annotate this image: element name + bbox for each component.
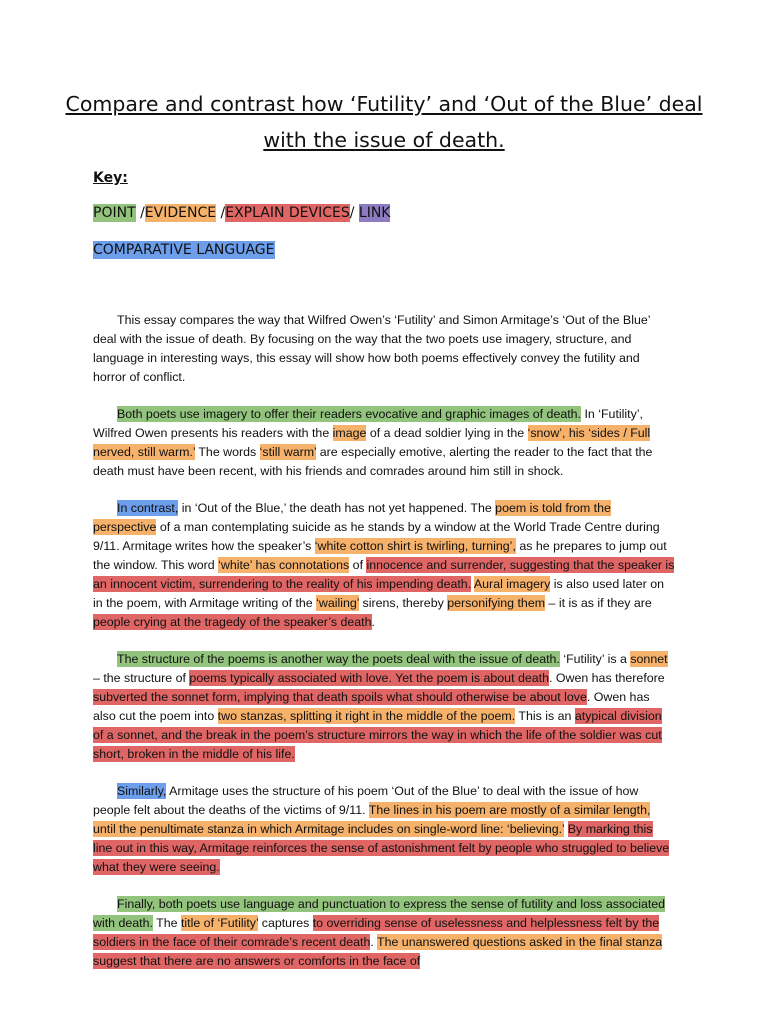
essay-text: – it is as if they are [545, 596, 652, 610]
legend-evidence: EVIDENCE [144, 205, 217, 221]
key-label: Key: [93, 170, 128, 186]
essay-text: in ‘Out of the Blue,’ the death has not yet happened. The [178, 501, 496, 515]
explain-highlight: innocence and surrender, suggesting that the speaker is an innocent victim, surrendering to the reality of his impending death. [93, 558, 675, 591]
essay-text: of a man contemplating suicide as he stands by a window at the World Trade Centre during 9/11. Armitage writes how the speaker’s [93, 520, 660, 553]
key-legend [93, 205, 390, 221]
evidence-highlight: poem is told from the perspective [93, 501, 611, 534]
essay-text: Armitage uses the structure of his poem ‘Out of the Blue’ to deal with the issue of how people felt about the deaths of the victims of 9/11. [93, 784, 639, 817]
essay-text: of [349, 558, 367, 572]
essay-text: captures [258, 916, 313, 930]
evidence-highlight: ‘still warm’ [259, 445, 317, 459]
comparative-highlight: In contrast, [117, 501, 179, 515]
evidence-highlight: Aural imagery [473, 577, 551, 591]
evidence-highlight: ‘snow’, his ‘sides / Full nerved, still warm.’ [93, 426, 651, 459]
evidence-highlight: The unanswered questions asked in the final stanza [377, 935, 663, 949]
point-highlight: The structure of the poems is another way the poets deal with the issue of death. [117, 652, 560, 666]
paragraph-imagery-futility [93, 405, 675, 481]
legend-comparative-language: COMPARATIVE LANGUAGE [93, 242, 275, 258]
legend-separator: / [216, 205, 226, 221]
explain-highlight: suggest that there are no answers or comforts in the face of [93, 954, 421, 968]
legend-separator: / [349, 205, 359, 221]
legend-separator: / [135, 205, 145, 221]
paragraph-structure-out-of-the-blue [93, 782, 675, 877]
essay-text: . Owen has also cut the poem into [93, 690, 650, 723]
paragraph-imagery-out-of-the-blue [93, 499, 675, 632]
key-legend-comparative [93, 242, 275, 258]
essay-text: sirens, thereby [359, 596, 448, 610]
paragraph-intro [93, 311, 675, 387]
evidence-highlight: ‘white’ has connotations [218, 558, 350, 572]
legend-explain-devices: EXPLAIN DEVICES [225, 205, 350, 221]
point-highlight: Finally, both poets use language and punctuation to express the sense of futility and loss associated with death. [93, 897, 666, 930]
evidence-highlight: ‘white cotton shirt is twirling, turning’, [314, 539, 516, 553]
essay-text: . Owen has therefore [548, 671, 665, 685]
essay-text: is also used later on in the poem, with Armitage writing of the [93, 577, 664, 610]
essay-text: as he prepares to jump out the window. This word [93, 539, 667, 572]
essay-text: The words [195, 445, 260, 459]
essay-text: . [370, 935, 378, 949]
essay-body [93, 311, 675, 989]
explain-highlight: By marking this line out in this way, Armitage reinforces the sense of astonishment felt by people who struggled to believe what they were seeing. [93, 822, 670, 874]
essay-text: In ‘Futility’, Wilfred Owen presents his readers with the [93, 407, 643, 440]
paragraph-structure-futility [93, 650, 675, 764]
legend-link: LINK [358, 205, 391, 221]
essay-title: Compare and contrast how ‘Futility’ and ‘Out of the Blue’ deal with the issue of death. [65, 92, 703, 152]
explain-highlight: to overriding sense of uselessness and helplessness felt by the soldiers in the face of their comrade’s recent death [93, 916, 660, 949]
evidence-highlight: image [332, 426, 367, 440]
essay-text: . [371, 615, 375, 629]
point-highlight: Both poets use imagery to offer their readers evocative and graphic images of death. [117, 407, 582, 421]
evidence-highlight: two stanzas, splitting it right in the middle of the poem. [217, 709, 516, 723]
explain-highlight: atypical division of a sonnet, and the break in the poem’s structure mirrors the way in which the life of the soldier was cut short, broken in the middle of his life. [93, 709, 662, 761]
explain-highlight: poems typically associated with love. Yet the poem is about death [189, 671, 549, 685]
comparative-highlight: Similarly, [117, 784, 167, 798]
essay-text: – the structure of [93, 671, 190, 685]
essay-text: are especially emotive, alerting the reader to the fact that the death must have been recent, with his friends and comrades around him still in shock. [93, 445, 653, 478]
essay-text: The [152, 916, 181, 930]
explain-highlight: subverted the sonnet form, implying that death spoils what should otherwise be about love [93, 690, 587, 704]
essay-text: This essay compares the way that Wilfred Owen’s ‘Futility’ and Simon Armitage’s ‘Out of the Blue’ deal with the issue of death. By focusing on the way that the two poets use imagery, structure, and language in interesting ways, this essay will show how both poems effectively convey the futility and horror of conflict. [93, 313, 651, 384]
essay-text: This is an [515, 709, 575, 723]
explain-highlight: people crying at the tragedy of the speaker’s death [93, 615, 372, 629]
evidence-highlight: The lines in his poem are mostly of a similar length, until the penultimate stanza in which Armitage includes on single-word line: ‘believing.’ [93, 803, 651, 836]
evidence-highlight: ‘wailing’ [316, 596, 360, 610]
essay-text: ‘Futility’ is a [559, 652, 631, 666]
evidence-highlight: sonnet [630, 652, 668, 666]
evidence-highlight: personifying them [447, 596, 546, 610]
essay-text: of a dead soldier lying in the [366, 426, 528, 440]
evidence-highlight: title of ‘Futility’ [180, 916, 259, 930]
paragraph-language [93, 895, 675, 971]
legend-point: POINT [93, 205, 136, 221]
